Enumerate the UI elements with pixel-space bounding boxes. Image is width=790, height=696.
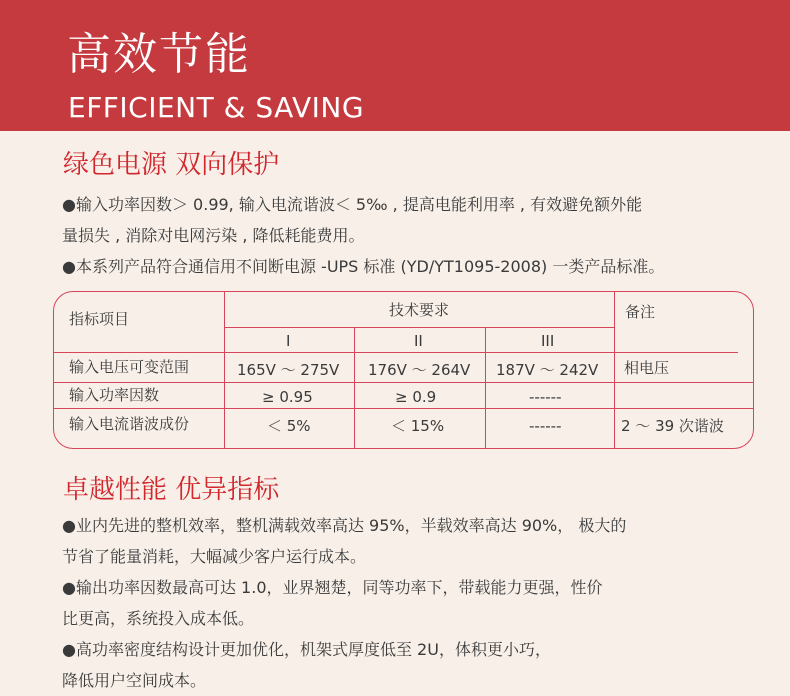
table-cell: ＜ 5% [267, 417, 311, 435]
table-divider [54, 408, 753, 409]
table-header-note: 备注 [625, 303, 656, 321]
table-divider [224, 292, 225, 448]
table-divider [614, 292, 615, 448]
table-cell: ＜ 15% [391, 417, 445, 435]
table-divider [54, 382, 753, 383]
paragraph-line: 节省了能量消耗，大幅减少客户运行成本。 [62, 547, 367, 566]
page-subtitle: EFFICIENT & SAVING [68, 91, 365, 124]
header-banner [0, 0, 790, 131]
paragraph-line: ●高功率密度结构设计更加优化，机架式厚度低至 2U，体积更小巧， [62, 640, 551, 659]
table-cell-item: 输入电压可变范围 [69, 358, 190, 376]
table-cell-note: 2 ～ 39 次谐波 [621, 417, 724, 435]
table-divider [485, 327, 486, 448]
paragraph-line: 比更高，系统投入成本低。 [62, 609, 255, 628]
spec-table [53, 291, 754, 449]
table-cell-item: 输入电流谐波成份 [69, 415, 190, 433]
paragraph-line: ●输出功率因数最高可达 1.0，业界翘楚，同等功率下，带载能力更强，性价 [62, 578, 603, 597]
section-performance-body [62, 510, 762, 696]
page-title: 高效节能 [67, 29, 251, 80]
paragraph-line: ●本系列产品符合通信用不间断电源 -UPS 标准 (YD/YT1095-2008) 一类产品标准。 [62, 257, 665, 276]
table-cell: ≥ 0.95 [262, 388, 313, 406]
table-cell: 176V ～ 264V [368, 361, 471, 379]
paragraph-line: 量损失 , 消除对电网污染 , 降低耗能费用。 [62, 226, 365, 245]
table-divider [54, 352, 738, 353]
table-header-tech: 技术要求 [389, 301, 450, 319]
table-cell: ≥ 0.9 [395, 388, 437, 406]
table-cell: ------ [529, 388, 562, 406]
table-subheader: I [286, 332, 291, 350]
table-cell: ------ [529, 417, 562, 435]
table-cell: 187V ～ 242V [496, 361, 599, 379]
section-heading-performance: 卓越性能 优异指标 [63, 475, 280, 505]
section-heading-green-power: 绿色电源 双向保护 [63, 150, 280, 180]
table-divider [224, 327, 614, 328]
table-cell-note: 相电压 [624, 359, 670, 377]
paragraph-line: ●业内先进的整机效率，整机满载效率高达 95%，半载效率高达 90%， 极大的 [62, 516, 627, 535]
table-subheader: III [541, 332, 555, 350]
paragraph-line: ●输入功率因数＞ 0.99, 输入电流谐波＜ 5‰ , 提高电能利用率 , 有效避免额外能 [62, 195, 643, 214]
table-header-item: 指标项目 [69, 310, 130, 328]
table-cell: 165V ～ 275V [237, 361, 340, 379]
paragraph-line: 降低用户空间成本。 [62, 671, 207, 690]
table-cell-item: 输入功率因数 [69, 386, 160, 404]
table-subheader: II [414, 332, 423, 350]
table-divider [354, 327, 355, 448]
section-green-power-body [62, 189, 762, 282]
